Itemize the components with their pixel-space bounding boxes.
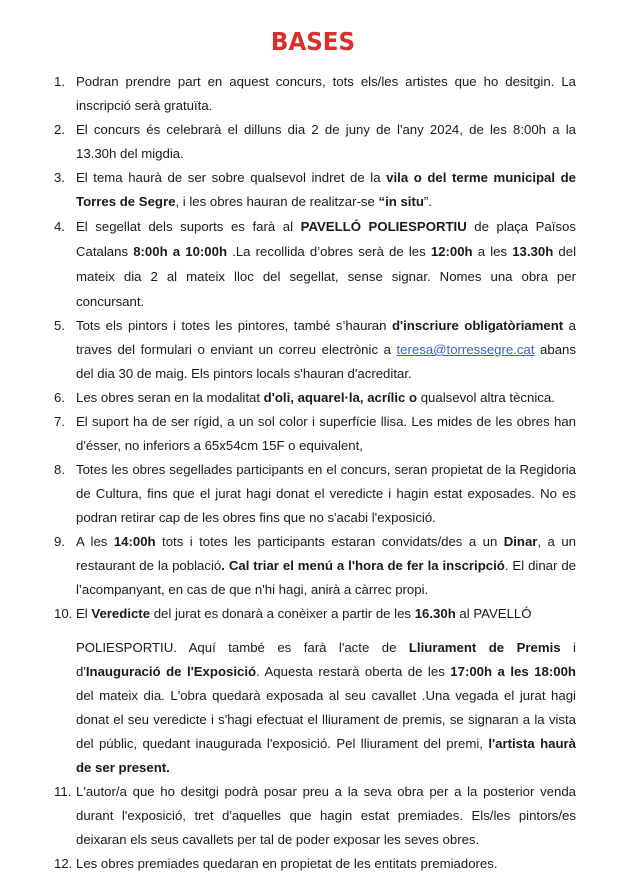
rule-number: 2. — [54, 122, 65, 137]
rule-number: 8. — [54, 462, 65, 477]
bold-text: 14:00h — [113, 534, 156, 549]
rule-number: 6. — [54, 390, 65, 405]
rule-text — [76, 636, 576, 780]
rule-item — [50, 314, 576, 386]
text-run: a traves del formulari o enviant un correu electrònic a — [76, 318, 577, 357]
rule-number: 9. — [54, 534, 65, 549]
rule-item — [50, 458, 576, 530]
text-run: El — [76, 606, 92, 621]
rule-text — [76, 530, 576, 602]
rule-first-line — [76, 602, 576, 626]
text-run: .La recollida d’obres serà de les — [227, 244, 431, 259]
text-run: abans del dia 30 de maig. Els pintors locals s'hauran d'acreditar. — [76, 342, 576, 381]
text-run: El suport ha de ser rígid, a un sol color i superfície llisa. Les mides de les obres han d'ésser, no inferiors a 65x54cm 15F o equivalent, — [76, 414, 576, 453]
bold-text: Veredicte — [91, 606, 151, 621]
text-run: Tots els pintors i totes les pintores, també s’hauran — [76, 318, 392, 333]
rule-text — [76, 314, 576, 386]
text-run: A les — [76, 534, 114, 549]
document-title: BASES — [270, 27, 356, 56]
text-run: . Aquesta restarà oberta de les — [256, 664, 451, 679]
rule-text — [76, 70, 576, 118]
rule-text — [76, 410, 576, 458]
text-run: L'autor/a que ho desitgi podrà posar preu a la seva obra per a la posterior venda durant l'exposició, tret d'aquelles que hagin estat premiades. Els/les pintors/es deixaran els seus cavallets per tal de poder exposar les seves obres. — [76, 784, 576, 847]
rule-text — [76, 852, 576, 876]
text-run: del mateix dia. L'obra quedarà exposada al seu cavallet .Una vegada el jurat hagi donat el seu veredicte i s'hagi efectuat el lliurament de premis, se signaran a la vista del públic, quedant inaugurada l'exposició. Pel lliurament del premi, — [76, 688, 576, 751]
rules-list — [50, 70, 576, 876]
text-run: qualsevol altra tècnica. — [417, 390, 555, 405]
bold-text: d'inscriure obligatòriament — [391, 318, 564, 333]
rule-number: 1. — [54, 74, 65, 89]
rule-text — [76, 166, 576, 214]
rule-item — [50, 530, 576, 602]
bold-text: 17:00h a les 18:00h — [450, 664, 576, 679]
text-run: Podran prendre part en aquest concurs, tots els/les artistes que ho desitgin. La inscripció serà gratuïta. — [76, 74, 576, 113]
text-run: ”. — [423, 194, 432, 209]
rule-item — [50, 602, 576, 780]
rule-number: 11. — [54, 784, 72, 799]
bold-text: 8:00h a 10:00h — [133, 244, 228, 259]
rule-text — [76, 386, 576, 410]
text-run: de plaça Països Catalans — [76, 219, 576, 259]
bold-text: Dinar — [503, 534, 538, 549]
rule-item — [50, 852, 576, 876]
bold-text: . Cal triar el menú a l'hora de fer la inscripció — [221, 558, 505, 573]
bold-text: l'artista haurà de ser present. — [76, 736, 576, 775]
rule-item — [50, 410, 576, 458]
text-run: Les obres seran en la modalitat — [76, 390, 264, 405]
text-run: del mateix dia 2 al mateix lloc del segellat, sense signar. Nomes una obra per concursant. — [76, 244, 577, 309]
text-run: El segellat dels suports es farà al — [76, 219, 301, 234]
bold-text: 16.30h — [414, 606, 456, 621]
text-run: i d' — [76, 640, 576, 679]
email-link[interactable]: teresa@torressegre.cat — [396, 342, 535, 357]
text-run: El concurs és celebrarà el dilluns dia 2 de juny de l'any 2024, de les 8:00h a la 13.30h del migdia. — [76, 122, 576, 161]
rule-item — [50, 70, 576, 118]
rule-number: 3. — [54, 170, 65, 185]
text-run: , a un restaurant de la població — [76, 534, 576, 573]
text-run: tots i totes les participants estaran convidats/des a un — [155, 534, 504, 549]
rule-item — [50, 166, 576, 214]
rule-text — [76, 118, 576, 166]
rule-text — [76, 214, 576, 314]
bold-text: Inauguració de l'Exposició — [85, 664, 257, 679]
rule-text — [76, 458, 576, 530]
text-run: del jurat es donarà a conèixer a partir de les — [150, 606, 415, 621]
rule-number: 7. — [54, 414, 65, 429]
rule-number: 4. — [54, 219, 65, 234]
rule-item — [50, 118, 576, 166]
bold-text: d'oli, aquarel·la, acrílic o — [263, 390, 418, 405]
text-run: . El dinar de l’acompanyant, en cas de que n'hi hagi, anirà a càrrec propi. — [76, 558, 576, 597]
rule-item — [50, 214, 576, 314]
bold-text: 13.30h — [512, 244, 554, 259]
text-run: a les — [472, 244, 513, 259]
rule-number: 12. — [54, 856, 73, 871]
text-run: Les obres premiades quedaran en propietat de les entitats premiadores. — [76, 856, 498, 871]
bold-text: PAVELLÓ POLIESPORTIU — [300, 219, 467, 234]
text-run: Totes les obres segellades participants en el concurs, seran propietat de la Regidoria de Cultura, fins que el jurat hagi donat el veredicte i hagin estat exposades. No es podran retirar cap de les obres fins que no s'acabi l'exposició. — [76, 462, 576, 525]
rule-number: 10. — [54, 606, 73, 621]
bold-text: vila o del terme municipal de Torres de Segre — [76, 170, 576, 209]
text-run: El tema haurà de ser sobre qualsevol indret de la — [76, 170, 387, 185]
rule-item — [50, 780, 576, 852]
bold-text: “in situ — [378, 194, 424, 209]
text-run: al PAVELLÓ — [455, 606, 532, 621]
rule-number: 5. — [54, 318, 65, 333]
text-run: , i les obres hauran de realitzar-se — [175, 194, 379, 209]
bold-text: Lliurament de Premis — [408, 640, 561, 655]
rule-text — [76, 780, 576, 852]
rule-item — [50, 386, 576, 410]
text-run: POLIESPORTIU. Aquí també es farà l'acte de — [76, 640, 409, 655]
bold-text: 12:00h — [430, 244, 473, 259]
